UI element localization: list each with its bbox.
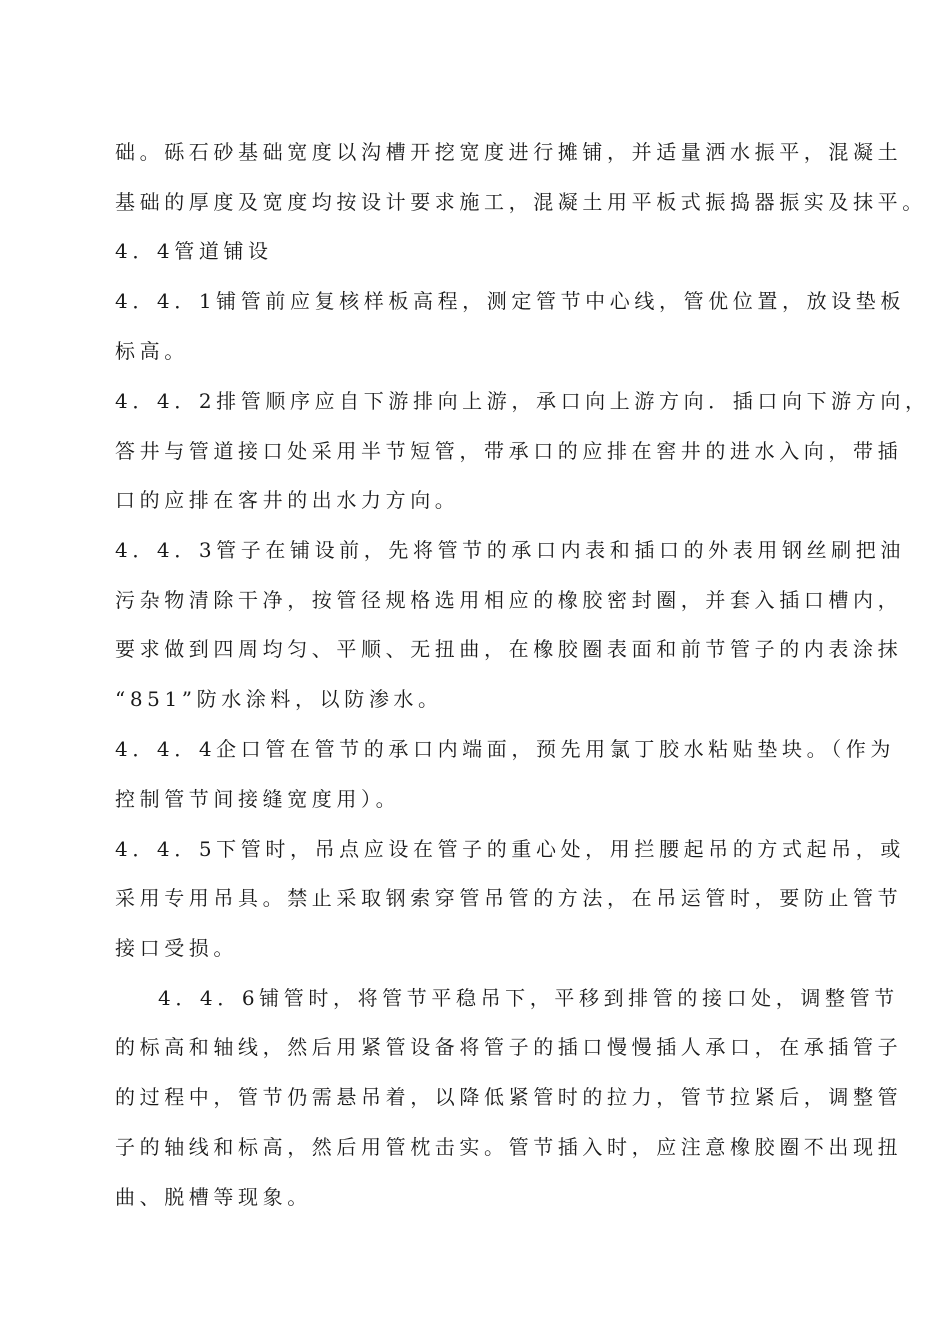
text-line-13: 4．4．4企口管在管节的承口内端面，预先用氯丁胶水粘贴垫块。（作为 xyxy=(115,737,895,761)
section-heading-4-4: 4．4管道铺设 xyxy=(115,239,273,263)
text-line-19: 的标高和轴线，然后用紧管设备将管子的插口慢慢插人承口，在承插管子 xyxy=(115,1035,903,1059)
text-line-14: 控制管节间接缝宽度用）。 xyxy=(115,787,401,811)
text-line-9: 4．4．3管子在铺设前，先将管节的承口内表和插口的外表用钢丝刷把油 xyxy=(115,538,905,562)
text-line-17: 接口受损。 xyxy=(115,936,238,960)
text-line-22: 曲、脱槽等现象。 xyxy=(115,1185,312,1209)
text-line-4: 4．4．1铺管前应复核样板高程，测定管节中心线，管优位置，放设垫板 xyxy=(115,289,905,313)
text-line-7: 答井与管道接口处采用半节短管，带承口的应排在窖井的进水入向，带插 xyxy=(115,439,903,463)
text-line-10: 污杂物清除干净，按管径规格选用相应的橡胶密封圈，并套入插口槽内， xyxy=(115,588,903,612)
text-line-6: 4．4．2排管顺序应自下游排向上游，承口向上游方向．插口向下游方向， xyxy=(115,389,930,413)
text-line-2: 基础的厚度及宽度均按设计要求施工，混凝土用平板式振捣器振实及抹平。 xyxy=(115,190,927,214)
text-line-21: 子的轴线和标高，然后用管枕击实。管节插入时，应注意橡胶圈不出现扭 xyxy=(115,1135,903,1159)
text-line-15: 4．4．5下管时，吊点应设在管子的重心处，用拦腰起吊的方式起吊，或 xyxy=(115,837,905,861)
text-line-8: 口的应排在客井的出水力方向。 xyxy=(115,488,460,512)
text-line-12: “851”防水涂料，以防渗水。 xyxy=(115,687,443,711)
text-line-5: 标高。 xyxy=(115,339,189,363)
text-line-1: 础。砾石砂基础宽度以沟槽开挖宽度进行摊铺，并适量洒水振平，混凝土 xyxy=(115,140,903,164)
text-line-18: 4．4．6铺管时，将管节平稳吊下，平移到排管的接口处，调整管节 xyxy=(158,986,899,1010)
text-line-16: 采用专用吊具。禁止采取钢索穿管吊管的方法，在吊运管时，要防止管节 xyxy=(115,886,903,910)
text-line-20: 的过程中，管节仍需悬吊着，以降低紧管时的拉力，管节拉紧后，调整管 xyxy=(115,1085,903,1109)
text-line-11: 要求做到四周均匀、平顺、无扭曲，在橡胶圈表面和前节管子的内表涂抹 xyxy=(115,637,903,661)
